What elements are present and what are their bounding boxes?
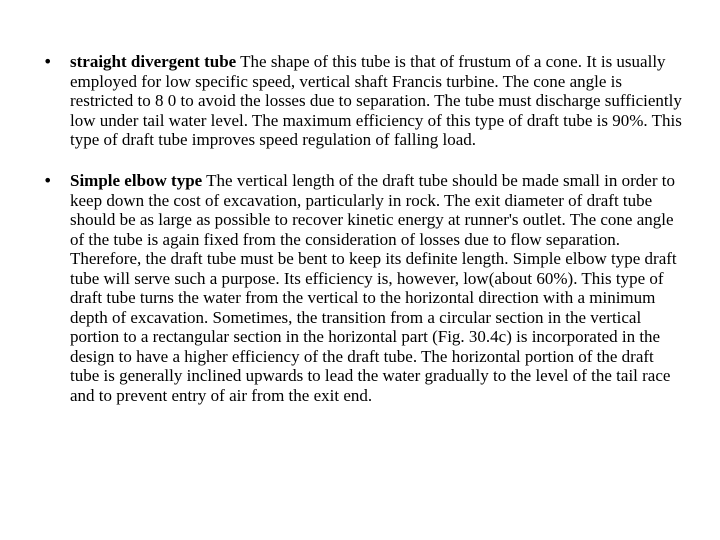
bullet-term: Simple elbow type (70, 171, 203, 190)
bullet-term: straight divergent tube (70, 52, 237, 71)
bullet-paragraph (70, 171, 682, 405)
bullet-body: The shape of this tube is that of frustum of a cone. It is usually employed for low specific speed, vertical shaft Francis turbine. The cone angle is restricted to 8 0 to avoid the losses due to separation. The tube must discharge sufficiently low under tail water level. The maximum efficiency of this type of draft tube is 90%. This type of draft tube improves speed regulation of falling load. (70, 52, 682, 149)
bullet-body: The vertical length of the draft tube should be made small in order to keep down the cost of excavation, particularly in rock. The exit diameter of draft tube should be as large as possible to recover kinetic energy at runner's outlet. The cone angle of the tube is again fixed from the consideration of losses due to flow separation. Therefore, the draft tube must be bent to keep its definite length. Simple elbow type draft tube will serve such a purpose. Its efficiency is, however, low(about 60%). This type of draft tube turns the water from the vertical to the horizontal direction with a minimum depth of excavation. Sometimes, the transition from a circular section in the vertical portion to a rectangular section in the horizontal part (Fig. 30.4c) is incorporated in the design to have a higher efficiency of the draft tube. The horizontal portion of the draft tube is generally inclined upwards to lead the water gradually to the level of the tail race and to prevent entry of air from the exit end. (70, 171, 677, 405)
bullet-icon: • (43, 171, 53, 190)
bullet-paragraph (70, 52, 682, 150)
bullet-icon: • (43, 52, 53, 71)
